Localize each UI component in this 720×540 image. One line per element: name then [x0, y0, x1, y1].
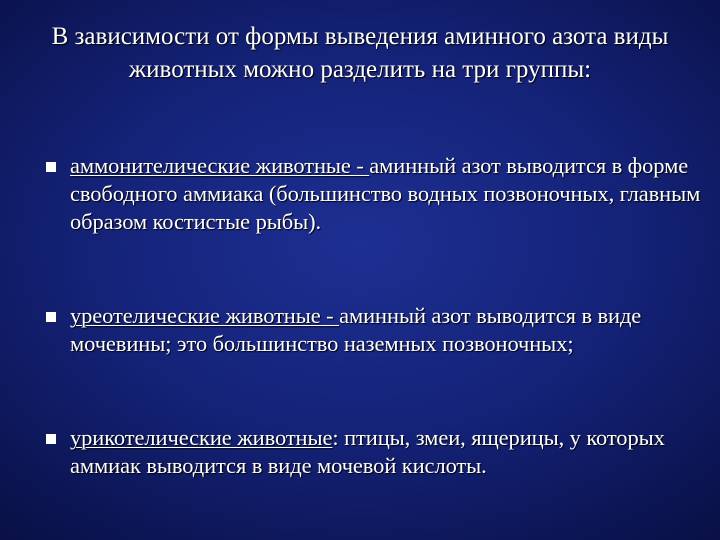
slide-title: В зависимости от формы выведения аминного азота виды животных можно разделить на три группы:: [51, 23, 669, 83]
bullet-term: урикотелические животные: [70, 425, 333, 450]
bullet-term: аммонителические животные -: [70, 153, 370, 178]
bullet-description: аминный азот выводится в виде мочевины; это большинство наземных позвоночных;: [70, 303, 642, 356]
bullet-text: [70, 302, 718, 358]
square-bullet-icon: [46, 162, 56, 172]
bullet-text: [70, 424, 718, 480]
bullet-description: аминный азот выводится в форме свободного аммиака (большинство водных позвоночных, главным образом костистые рыбы).: [70, 153, 701, 234]
bullet-term: уреотелические животные -: [70, 303, 340, 328]
bullet-description: : птицы, змеи, ящерицы, у которых аммиак выводится в виде мочевой кислоты.: [70, 425, 665, 478]
bullet-text: [70, 152, 718, 236]
square-bullet-icon: [46, 434, 56, 444]
square-bullet-icon: [46, 312, 56, 322]
